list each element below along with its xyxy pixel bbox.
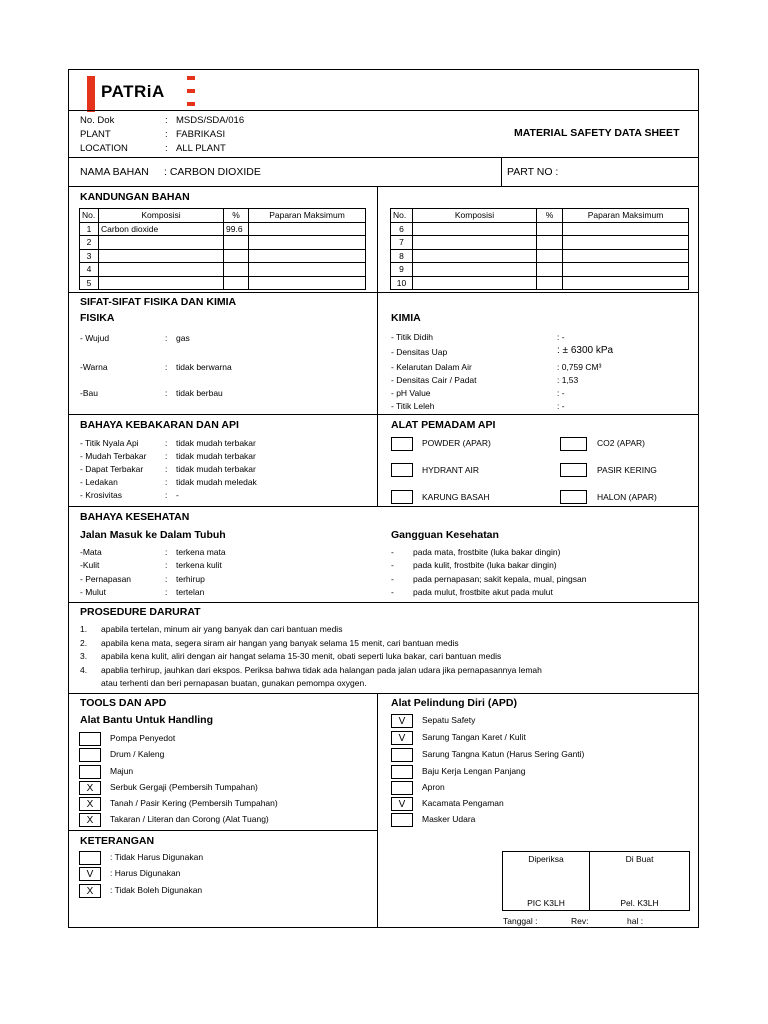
prosedure-title: PROSEDURE DARURAT xyxy=(80,606,201,618)
prosedure-text: apabila tertelan, minum air yang banyak dan cari bantuan medis xyxy=(101,624,343,634)
gangguan-item: pada kulit, frostbite (luka bakar dingin) xyxy=(413,560,557,570)
fisika-value: tidak berbau xyxy=(176,388,223,398)
fisika-label: -Warna xyxy=(80,362,108,372)
nama-bahan-label: NAMA BAHAN xyxy=(80,166,149,178)
kebakaran-value: tidak mudah meledak xyxy=(176,477,257,487)
row-pct xyxy=(537,249,563,263)
checkbox[interactable] xyxy=(391,748,413,762)
bullet-dash: - xyxy=(391,574,394,584)
kebakaran-label: - Ledakan xyxy=(80,477,118,487)
jalan-label: - Pernapasan xyxy=(80,574,132,584)
kimia-value: : 0,759 CM³ xyxy=(557,362,602,372)
checkbox[interactable]: V xyxy=(391,731,413,745)
fisika-label: -Bau xyxy=(80,388,98,398)
pel-label: Pel. K3LH xyxy=(620,898,659,908)
row-paparan xyxy=(563,276,689,290)
checkbox[interactable] xyxy=(560,437,587,451)
fisika-value: gas xyxy=(176,333,190,343)
checkbox[interactable] xyxy=(391,463,413,477)
kimia-value: : - xyxy=(557,388,565,398)
colon: : xyxy=(165,362,168,372)
keterangan-item: : Tidak Boleh Digunakan xyxy=(110,885,203,895)
col-komposisi: Komposisi xyxy=(99,209,224,223)
prosedure-no: 2. xyxy=(80,638,88,648)
row-paparan xyxy=(249,236,366,250)
kimia-value: : - xyxy=(557,332,565,342)
checkbox[interactable] xyxy=(79,851,101,865)
apd-item: Masker Udara xyxy=(422,814,476,824)
table-row xyxy=(391,236,689,250)
handling-item: Takaran / Literan dan Corong (Alat Tuang) xyxy=(110,814,269,824)
row-pct xyxy=(224,276,249,290)
kebakaran-label: - Dapat Terbakar xyxy=(80,464,144,474)
handling-item: Serbuk Gergaji (Pembersih Tumpahan) xyxy=(110,782,258,792)
kebakaran-label: - Titik Nyala Api xyxy=(80,438,139,448)
checkbox[interactable]: V xyxy=(79,867,101,881)
fisika-label: - Wujud xyxy=(80,333,110,343)
row-no: 6 xyxy=(391,222,413,236)
col-komposisi: Komposisi xyxy=(413,209,537,223)
table-row xyxy=(80,276,366,290)
apd-item: Baju Kerja Lengan Panjang xyxy=(422,766,526,776)
bullet-dash: - xyxy=(391,547,394,557)
table-header-row xyxy=(391,209,689,223)
apd-item: Kacamata Pengaman xyxy=(422,798,504,808)
kimia-label: - Densitas Uap xyxy=(391,347,448,357)
colon: : xyxy=(165,477,168,487)
gangguan-item: pada pernapasan; sakit kepala, mual, pingsan xyxy=(413,574,587,584)
row-komposisi xyxy=(99,263,224,277)
handling-item: Majun xyxy=(110,766,134,776)
kebakaran-title: BAHAYA KEBAKARAN DAN API xyxy=(80,419,239,431)
patria-logo xyxy=(87,74,199,110)
table-row xyxy=(80,236,366,250)
diperiksa-label: Diperiksa xyxy=(528,854,564,864)
kimia-value: : 1,53 xyxy=(557,375,579,385)
row-paparan xyxy=(249,276,366,290)
apd-item: Apron xyxy=(422,782,445,792)
checkbox[interactable] xyxy=(391,490,413,504)
row-komposisi xyxy=(413,236,537,250)
apd-item: Sarung Tangna Katun (Harus Sering Ganti) xyxy=(422,749,585,759)
jalan-value: terkena kulit xyxy=(176,560,222,570)
colon: : xyxy=(165,560,168,570)
gangguan-item: pada mulut, frostbite akut pada mulut xyxy=(413,587,553,597)
table-row xyxy=(391,222,689,236)
handling-item: Tanah / Pasir Kering (Pembersih Tumpahan) xyxy=(110,798,278,808)
checkbox[interactable] xyxy=(560,490,587,504)
kimia-label: - Titik Leleh xyxy=(391,401,435,411)
logo-text: PATRiA xyxy=(101,82,165,101)
col-paparan: Paparan Maksimum xyxy=(249,209,366,223)
checkbox[interactable] xyxy=(560,463,587,477)
jalan-value: tertelan xyxy=(176,587,205,597)
pemadam-item: PASIR KERING xyxy=(597,465,657,475)
colon: : xyxy=(165,333,168,343)
handling-title: Alat Bantu Untuk Handling xyxy=(80,714,213,726)
checkbox[interactable]: X xyxy=(79,781,101,795)
col-pct: % xyxy=(224,209,249,223)
kimia-value: : - xyxy=(557,401,565,411)
apd-item: Sepatu Safety xyxy=(422,715,476,725)
table-row xyxy=(80,263,366,277)
row-no: 2 xyxy=(80,236,99,250)
row-pct xyxy=(224,236,249,250)
row-pct xyxy=(537,222,563,236)
prosedure-continuation: atau terhenti dan beri pernapasan buatan, gunakan pemompa oxygen. xyxy=(101,678,367,688)
colon: : xyxy=(165,587,168,597)
prosedure-text: apabila kena mata, segera siram air hangan yang banyak selama 15 menit, cari bantuan medis xyxy=(101,638,459,648)
colon: : xyxy=(165,490,168,500)
bullet-dash: - xyxy=(391,587,394,597)
checkbox[interactable] xyxy=(391,765,413,779)
pemadam-item: CO2 (APAR) xyxy=(597,438,646,448)
nama-bahan-value: : CARBON DIOXIDE xyxy=(164,166,261,178)
row-komposisi: Carbon dioxide xyxy=(99,222,224,236)
row-pct: 99.6 xyxy=(224,222,249,236)
checkbox[interactable] xyxy=(79,748,101,762)
row-no: 7 xyxy=(391,236,413,250)
jalan-label: -Kulit xyxy=(80,560,100,570)
row-no: 9 xyxy=(391,263,413,277)
sifat-title: SIFAT-SIFAT FISIKA DAN KIMIA xyxy=(80,296,237,308)
gangguan-item: pada mata, frostbite (luka bakar dingin) xyxy=(413,547,561,557)
pic-label: PIC K3LH xyxy=(527,898,565,908)
row-no: 1 xyxy=(80,222,99,236)
jalan-label: - Mulut xyxy=(80,587,106,597)
col-no: No. xyxy=(391,209,413,223)
row-komposisi xyxy=(413,249,537,263)
checkbox[interactable]: X xyxy=(79,813,101,827)
gangguan-title: Gangguan Kesehatan xyxy=(391,529,499,541)
prosedure-no: 4. xyxy=(80,665,88,675)
handling-item: Drum / Kaleng xyxy=(110,749,165,759)
prosedure-text: apablia terhirup, jauhkan dari ekspos. Periksa bahwa tidak ada halangan pada jalan udara jika pernapasannya lemah xyxy=(101,665,542,675)
apd-title: Alat Pelindung Diri (APD) xyxy=(391,697,517,709)
location-label: LOCATION xyxy=(80,143,128,154)
row-pct xyxy=(224,249,249,263)
msds-sheet xyxy=(68,69,699,928)
row-paparan xyxy=(563,236,689,250)
kesehatan-title: BAHAYA KESEHATAN xyxy=(80,511,190,523)
location-value: ALL PLANT xyxy=(176,143,226,154)
colon: : xyxy=(165,451,168,461)
row-no: 4 xyxy=(80,263,99,277)
colon: : xyxy=(165,438,168,448)
checkbox[interactable]: X xyxy=(79,797,101,811)
jalan-value: terhirup xyxy=(176,574,205,584)
kimia-label: - Densitas Cair / Padat xyxy=(391,375,477,385)
table-row xyxy=(391,249,689,263)
keterangan-item: : Tidak Harus Digunakan xyxy=(110,852,204,862)
doc-no-value: MSDS/SDA/016 xyxy=(176,115,245,126)
kebakaran-label: - Mudah Terbakar xyxy=(80,451,147,461)
row-pct xyxy=(537,263,563,277)
table-row xyxy=(80,249,366,263)
signature-table xyxy=(502,851,690,911)
colon: : xyxy=(165,547,168,557)
keterangan-item: : Harus Digunakan xyxy=(110,868,181,878)
row-no: 10 xyxy=(391,276,413,290)
row-komposisi xyxy=(413,222,537,236)
kebakaran-value: - xyxy=(176,490,179,500)
col-paparan: Paparan Maksimum xyxy=(563,209,689,223)
kebakaran-value: tidak mudah terbakar xyxy=(176,451,256,461)
checkbox[interactable] xyxy=(79,765,101,779)
table-row xyxy=(391,263,689,277)
kebakaran-value: tidak mudah terbakar xyxy=(176,438,256,448)
fisika-title: FISIKA xyxy=(80,312,115,324)
checkbox[interactable]: V xyxy=(391,797,413,811)
row-pct xyxy=(537,236,563,250)
jalan-title: Jalan Masuk ke Dalam Tubuh xyxy=(80,529,226,541)
rev-label: Rev: xyxy=(571,916,589,926)
jalan-label: -Mata xyxy=(80,547,102,557)
colon: : xyxy=(165,464,168,474)
row-komposisi xyxy=(99,236,224,250)
checkbox[interactable] xyxy=(391,437,413,451)
row-no: 8 xyxy=(391,249,413,263)
kandungan-title: KANDUNGAN BAHAN xyxy=(80,191,190,203)
row-no: 3 xyxy=(80,249,99,263)
kandungan-table-left xyxy=(79,208,366,290)
col-no: No. xyxy=(80,209,99,223)
table-header-row xyxy=(80,209,366,223)
colon: : xyxy=(165,143,168,154)
part-no-label: PART NO : xyxy=(507,166,559,178)
colon: : xyxy=(165,574,168,584)
row-komposisi xyxy=(99,249,224,263)
colon: : xyxy=(165,129,168,140)
pemadam-item: HYDRANT AIR xyxy=(422,465,479,475)
pemadam-item: HALON (APAR) xyxy=(597,492,657,502)
plant-value: FABRIKASI xyxy=(176,129,226,140)
logo-red-bar-icon xyxy=(87,76,95,112)
row-pct xyxy=(224,263,249,277)
doc-no-label: No. Dok xyxy=(80,115,115,126)
row-pct xyxy=(537,276,563,290)
colon: : xyxy=(165,388,168,398)
table-row xyxy=(80,222,366,236)
prosedure-no: 1. xyxy=(80,624,88,634)
row-komposisi xyxy=(99,276,224,290)
prosedure-text: apabila kena kulit, aliri dengan air hangat selama 15-30 menit, obati seperti luka bakar, cari bantuan medis xyxy=(101,651,502,661)
colon: : xyxy=(165,115,168,126)
row-paparan xyxy=(249,249,366,263)
fisika-value: tidak berwarna xyxy=(176,362,232,372)
checkbox[interactable]: V xyxy=(391,714,413,728)
table-row xyxy=(391,276,689,290)
kimia-value: : ± 6300 kPa xyxy=(557,345,614,356)
hal-label: hal : xyxy=(627,916,644,926)
tools-title: TOOLS DAN APD xyxy=(80,697,167,709)
row-paparan xyxy=(563,249,689,263)
dibuat-label: Di Buat xyxy=(625,854,654,864)
col-pct: % xyxy=(537,209,563,223)
plant-label: PLANT xyxy=(80,129,111,140)
jalan-value: terkena mata xyxy=(176,547,226,557)
kimia-label: - pH Value xyxy=(391,388,431,398)
row-paparan xyxy=(563,222,689,236)
kebakaran-label: - Krosivitas xyxy=(80,490,123,500)
kandungan-table-right xyxy=(390,208,689,290)
checkbox[interactable] xyxy=(79,732,101,746)
row-komposisi xyxy=(413,263,537,277)
checkbox[interactable] xyxy=(391,813,413,827)
pemadam-item: KARUNG BASAH xyxy=(422,492,490,502)
kimia-label: - Kelarutan Dalam Air xyxy=(391,362,472,372)
checkbox[interactable] xyxy=(391,781,413,795)
document-title: MATERIAL SAFETY DATA SHEET xyxy=(514,127,680,139)
checkbox[interactable]: X xyxy=(79,884,101,898)
prosedure-no: 3. xyxy=(80,651,88,661)
row-komposisi xyxy=(413,276,537,290)
pemadam-item: POWDER (APAR) xyxy=(422,438,491,448)
pemadam-title: ALAT PEMADAM API xyxy=(391,419,496,431)
tanggal-label: Tanggal : xyxy=(503,916,538,926)
bullet-dash: - xyxy=(391,560,394,570)
kimia-title: KIMIA xyxy=(391,312,421,324)
apd-item: Sarung Tangan Karet / Kulit xyxy=(422,732,526,742)
row-paparan xyxy=(563,263,689,277)
kimia-label: - Titik Didih xyxy=(391,332,434,342)
handling-item: Pompa Penyedot xyxy=(110,733,176,743)
row-no: 5 xyxy=(80,276,99,290)
row-paparan xyxy=(249,263,366,277)
kebakaran-value: tidak mudah terbakar xyxy=(176,464,256,474)
logo-stripes-icon xyxy=(187,74,195,110)
row-paparan xyxy=(249,222,366,236)
keterangan-title: KETERANGAN xyxy=(80,835,155,847)
